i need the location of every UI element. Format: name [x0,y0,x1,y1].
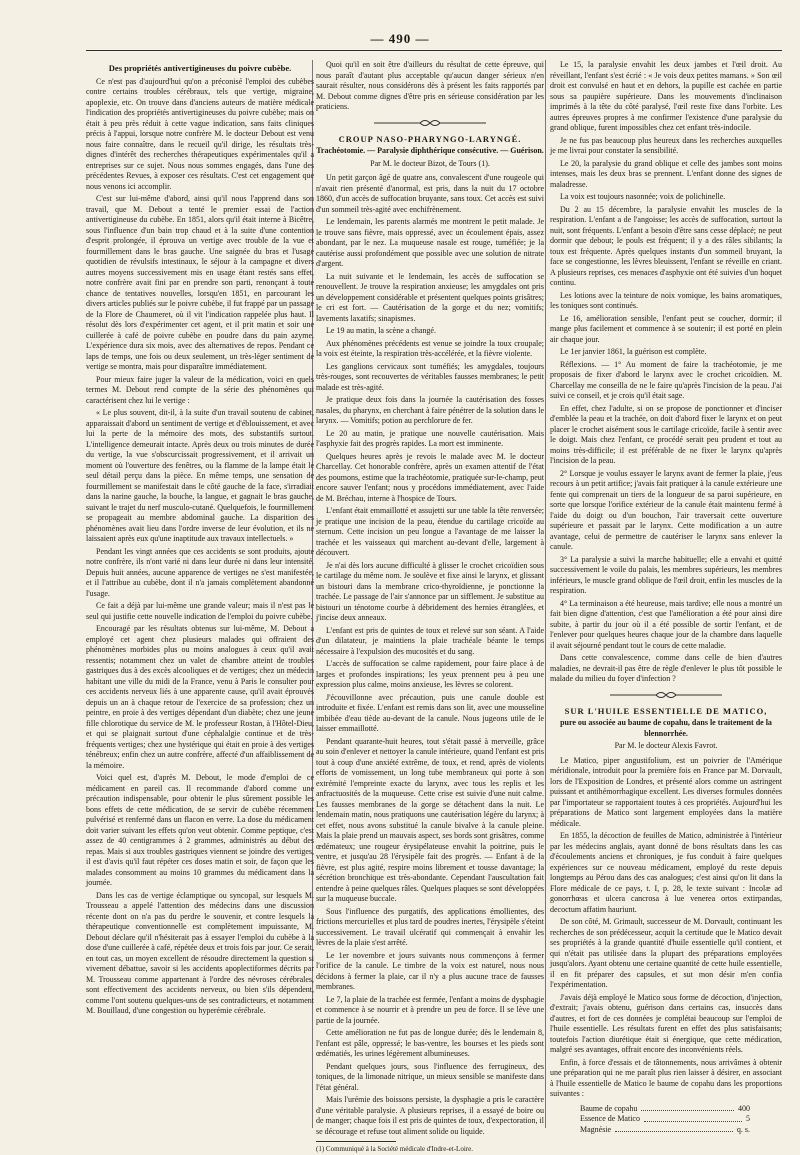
footnote: (1) Communiqué à la Société médicale d'Indre-et-Loire. [316,1145,473,1153]
page-number: — 490 — [370,31,430,46]
paragraph: Ce fait a déjà par lui-même une grande valeur; mais il n'est pas le seul qui justifie cette nouvelle indication de l'emploi du poivre cubèbe. [86,601,314,621]
paragraph: Les lotions avec la teinture de noix vomique, les bains aromatiques, les toniques sont continués. [550,290,782,310]
recipe-ingredient: Magnésie [580,1124,612,1134]
recipe-ingredient: Baume de copahu [580,1103,638,1113]
recipe-list [570,1104,782,1136]
recipe-quantity: q. s. [736,1124,750,1134]
paragraph: Le 19 au matin, la scène a changé. [326,326,436,335]
paragraph: Réflexions. — 1° Au moment de faire la trachéotomie, je me proposais de fixer d'abord le larynx avec le crochet cricoïdien. M. Charcellay me conseilla de ne le faire qu'après l'incision de la peau. J'ai suivi ce conseil, et je crois qu'il était sage. [550,359,782,400]
paragraph: Sous l'influence des purgatifs, des applications émollientes, des frictions mercurielles et plus tard de poudres inertes, l'érysipèle s'éteint successivement. Le travail ulcératif qui commençait à envahir les lèvres de la plaie s'est arrêté. [316,906,544,947]
paragraph: Je ne fus pas beaucoup plus heureux dans les recherches auxquelles je me livrai pour constater la sensibilité. [550,135,782,155]
paragraph: J'avais déjà employé le Matico sous forme de décoction, d'injection, d'extrait; j'avais obtenu, guérison dans certains cas, insuccès dans d'autres, et fort de ces données je complétai beaucoup sur l'emploi de l'huile essentielle. Les résultats furent en effet des plus satisfaisants; toutefois l'action diurétique était si énergique, que cette médication, malgré ses avantages, offrait encore des inconvénients réels. [550,992,782,1054]
paragraph: La voix est toujours nasonnée; voix de polichinelle. [560,192,726,201]
column-3 [550,60,782,1134]
paragraph: Le 1er novembre et jours suivants nous commençons à fermer l'orifice de la canule. Le timbre de la voix est naturel, nous nous décidons à fermer la plaie, car il n'y a plus aucune trace de fausses membranes. [316,950,544,991]
paragraph: Le 1er janvier 1861, la guérison est complète. [560,347,707,356]
paragraph: L'enfant était emmaillotté et assujetti sur une table la tête renversée; je pratique une incision de la peau, étendue du cartilage cricoïde au sternum. Cette incision un peu longue a l'avantage de me laisser la trachée et les vaisseaux qui marchent au-devant d'elle, largement à découvert. [316,506,544,557]
paragraph: Le Matico, piper angustifolium, est un poivrier de l'Amérique méridionale, introduit pour la première fois en France par M. Dorvault, lors de l'Exposition de Londres, et présenté alors comme un astringent puissant et antihémorrhagique excellent. Les diverses formules données par l'importateur se rapportaient toutes à ces propriétés. Aujourd'hui les préparations de Matico sont largement employées dans la matière médicale. [550,755,782,828]
paragraph: C'est sur lui-même d'abord, ainsi qu'il nous l'apprend dans son travail, que M. Debout a tenté le premier essai de l'action antivertigineuse du cubèbe. En 1851, alors qu'il était interne à Bicêtre, sous l'influence d'un bain trop chaud et à la suite d'une contention d'esprit prolongée, il éprouva un vertige avec trouble de la vue et fourmillement dans le bras gauche. Une saignée du bras et l'usage quotidien de révulsifs intestinaux, le séjour à la campagne et divers autres moyens successivement mis en usage étant restés sans effet, notre confrère avait fini par en prendre son parti, renonçant à toute chance de tentatives nouvelles, lorsqu'en 1851, en parcourant les divers articles publiés sur le poivre cubèbe, il fut frappé par un passage de la Flore de Chaumeret, où il vit l'indication rappelée plus haut. Il résolut dès lors d'expérimenter cet agent, et il prit matin et soir une cuillerée à café de poivre cubèbe en poudre dans du pain azyme. L'expérience dura six mois, avec des alternatives de repos. Pendant ce laps de temps, une fois ou deux seulement, un très-léger sentiment de vertige se montra, mais pour disparaître immédiatement. [86,194,314,371]
paragraph: Cette amélioration ne fut pas de longue durée; dès le lendemain 8, l'enfant est pâle, oppressé; le bas-ventre, les bourses et les pieds sont œdématiés, les urines légèrement albumineuses. [316,1028,544,1058]
page-header [0,30,800,48]
paragraph: Mais l'urémie des boissons persiste, la dysphagie a pris le caractère d'une véritable paralysie. A plusieurs reprises, il a essayé de boire ou de manger; chaque fois il est pris de quintes de toux, d'expectoration, il se décourage et refuse tout aliment solide ou liquide. [316,1095,544,1136]
paragraph: 3° La paralysie a suivi la marche habituelle; elle a envahi et quitté successivement le voile du palais, les membres supérieurs, les membres inférieurs, le muscle grand oblique de l'œil droit, enfin les muscles de la respiration. [550,554,782,595]
paragraph: Le 16, amélioration sensible, l'enfant peut se coucher, dormir; il mange plus facilement et commence à se soutenir; il est porté en plein air chaque jour. [550,313,782,344]
dot-leader [644,1114,742,1122]
article-byline: Par M. le docteur Bizot, de Tours (1). [370,158,490,168]
paragraph: Dans les cas de vertige éclamptique ou syncopal, sur lesquels M. Trousseau a appelé l'attention des médecins dans une discussion récente dont on n'a pas du perdre le souvenir, et contre lesquels la thérapeutique conventionnelle est complètement impuissante, M. Debout déclare qu'il n'hésiterait pas à essayer l'emploi du cubèbe à la dose d'une cuillerée à café, répétée deux et trois fois par jour. Ce serait, en tout cas, un moyen excellent de résoudre directement la question si vivement débattue, savoir si les accidents apoplectiformes décrits par M. Trousseau comme appartenant à l'ordre des névroses cérébrales, sont effectivement des accidents nerveux, ou bien s'ils dépendent, comme l'ont soutenu quelques-uns de ses contradicteurs, et notamment M. Bouillaud, d'une congestion ou hyperémie cérébrale. [86,890,314,1015]
paragraph: 2° Lorsque je voulus essayer le larynx avant de fermer la plaie, j'eus recours à un petit artifice; j'avais fait pratiquer à la canule extérieure une fente qui comprenait un tiers de la longueur de sa paroi supérieure, en sorte que lorsque l'orifice extérieur de la canule était maintenu fermé à l'aide du doigt ou d'un bouchon, l'air traversait cette ouverture supérieure et passait par le larynx. Cette modification a un autre avantage, celui de permettre de cautériser le larynx sans enlever la canule. [550,468,782,551]
paragraph: Encouragé par les résultats obtenus sur lui-même, M. Debout a employé cet agent chez plusieurs malades qui offraient des phénomènes morbides plus ou moins analogues à ceux qu'il avait ressentis; notamment chez un valet de chambre atteint de troubles gastriques dus à des excès alcooliques et de vertiges; chez un médecin habitant une ville du midi de la France, venu à Paris le consulter pour ces accidents nerveux liés à une apparente cause, qu'il avait éprouvés depuis un an à chaque retour de l'exercice de sa profession; chez un peintre, en proie à des vertiges dépendant d'un diabète; chez une jeune fille chlorotique du service de M. le professeur Rostan, à l'Hôtel-Dieu, et qui se plaignait surtout d'une céphalalgie continue et de très-fréquents vertiges; chez une hystérique qui était en proie à des vertiges ténébreux; enfin chez un autre confrère, affecté d'un affaiblissement de la mémoire. [86,624,314,770]
paragraph: « Le plus souvent, dit-il, à la suite d'un travail soutenu de cabinet, apparaissait d'abord un sentiment de vertige et d'éblouissement, et avec lui la perte de la mémoire des mots, des substantifs surtout. L'intelligence demeurait intacte. Après deux ou trois minutes de durée du vertige, la vue s'obscurcissait progressivement, et il arrivait un moment où l'ouverture des fenêtres, ou la flamme de la lampe était le seul détail perçu dans la pièce. En même temps, une sensation de fourmillement se manifestait dans le côté gauche de la face, s'irradiait dans la narine gauche, la bouche, la langue, et gagnait le bras gauche, suivant le trajet du nerf musculo-cutané. Quelquefois, le fourmillement se propageait au membre abdominal gauche. La disparition des phénomènes avait lieu dans l'ordre inverse de leur évolution, et ils ne laissaient après eux qu'une inaptitude aux travaux intellectuels. » [86,408,314,543]
paragraph: Le 7, la plaie de la trachée est fermée, l'enfant a moins de dysphagie et commence à se nourrir et à prendre un peu de force. Il se lève une partie de la journée. [316,994,545,1025]
paragraph: Le 20, la paralysie du grand oblique et celle des jambes sont moins intenses, mais les deux bras se prennent. L'enfant donne des signes de maladresse. [550,158,782,189]
article-title: Des propriétés antivertigineuses du poivre cubèbe. [108,63,292,73]
paragraph: Pendant quarante-huit heures, tout s'était passé à merveille, grâce au soin d'enlever et nettoyer la canule intérieure, quand l'enfant est pris tout à coup d'une anxiété extrême, de toux, et rend, après de violents efforts de vomissement, un long tube membraneux qui porte à son extrémité l'empreinte exacte du larynx, avec tous les replis et les anfractuosités de la muqueuse. Cette crise est suivie d'une nuit calme. Les fausses membranes de la gorge se détachent dans la nuit. Le lendemain matin, nous pratiquons une cautérisation légère du larynx; à cet effet, nous avons substitué la canule bivalve à la canule pleine. Mais la plaie prend un mauvais aspect, ses bords sont grisâtres, comme œdémateux; une rougeur érysipélateuse envahit la poitrine, puis le ventre, et jusqu'au 28 l'érysipèle fait des progrès. — Enfant à de la fièvre, est plus agité, respire moins librement et tousse davantage; la sécrétion bronchique est très-abondante. Cependant l'auscultation fait entendre à peine quelques râles. Quelques plaques se sont développées sur la muqueuse buccale. [316,736,544,903]
paragraph: L'enfant est pris de quintes de toux et relevé sur son séant. A l'aide d'un dilatateur, je maintiens la plaie trachéale béante le temps nécessaire à l'expulsion des mucosités et du sang. [316,625,544,656]
article-title: CROUP NASO-PHARYNGO-LARYNGÉ. [338,133,522,144]
paragraph: Quoi qu'il en soit être d'ailleurs du résultat de cette épreuve, qui nous paraît d'autant plus acceptable qu'aucun danger sérieux n'en saurait résulter, nous considérons dès à présent les faits rapportés par M. Debout comme dignes d'être pris en sérieuse considération par les praticiens. [316,60,544,111]
paragraph: En effet, chez l'adulte, si on se propose de ponctionner et d'inciser d'emblée la peau et la trachée, on doit d'abord fixer le larynx et on peut placer le crochet aisément sous le cartilage cricoïde, facile à sentir avec le doigt. Mais chez l'enfant, ce procédé serait peu prudent et tout au moins très-difficile; il est préférable de ne fixer le larynx qu'après l'incision de la peau. [550,403,782,465]
paragraph: Pendant quelques jours, sous l'influence des ferrugineux, des toniques, de la limonade nitrique, un mieux sensible se manifeste dans l'état général. [316,1061,544,1092]
column-1 [86,60,314,1128]
paragraph: L'accès de suffocation se calme rapidement, pour faire place à de larges et profondes inspirations; les yeux prennent peu à peu une expression plus calme, moins anxieuse, les lèvres se colorent. [316,659,544,689]
paragraph: Le 15, la paralysie envahit les deux jambes et l'œil droit. Au réveillant, l'enfant s'est écrié : « Je vois deux petites mamans. » Son œil droit est convulsé en haut et en dehors, la pupille est cachée en partie sous sa paupière supérieure. Dans les mouvements d'inclinaison imprimés à la tête du côté paralysé, l'œil reste fixe dans l'orbite. Les autres épreuves propres à me confirmer l'existence d'une paralysie du grand oblique, furent impossibles chez cet enfant très-indocile. [550,60,782,132]
paragraph: La nuit suivante et le lendemain, les accès de suffocation se renouvellent. Je trouve la respiration anxieuse; les amygdales ont pris un développement considérable et présentent quelques points grisâtres; le cri est fort. — Cautérisation de la gorge et du nez; vomitifs; lavements laxatifs; sinapismes. [316,271,544,323]
paragraph: Le 20 au matin, je pratique une nouvelle cautérisation. Mais l'asphyxie fait des progrès rapides. La mort est imminente. [316,428,544,448]
article-title: SUR L'HUILE ESSENTIELLE DE MATICO, [564,705,768,716]
paragraph: De son côté, M. Grimault, successeur de M. Dorvault, continuant les recherches de son prédécesseur, acquit la certitude que le Matico devait ses propriétés à la grande quantité d'huile essentielle qu'il contient, et qui n'était pas utilisée dans la plupart des préparations employées jusqu'alors. Ayant obtenu une certaine quantité de cette huile essentielle, il en fit préparer des capsules, et sut mon désir m'en confia l'expérimentation. [550,917,782,989]
recipe-quantity: 400 [738,1103,750,1113]
paragraph: Je pratique deux fois dans la journée la cautérisation des fosses nasales, du pharynx, en cherchant à faire pénétrer de la solution dans le larynx. — Vomitifs; potion au perchlorure de fer. [316,395,544,425]
dot-leader [615,1125,733,1133]
recipe-quantity: 5 [746,1114,750,1123]
paragraph: Du 2 au 15 décembre, la paralysie envahit les muscles de la respiration. L'enfant a de l'angoisse; les accès de suffocation, surtout la nuit, sont fréquents. L'enfant a besoin d'être sans cesse déplacé; ne peut dormir que debout; le pouls est fréquent; il y a des râles sibilants; la toux est fréquente. Après quelques instants d'un sommeil bruyant, la face se congestionne, les lèvres bleuissent, l'enfant se réveille en criant. A plusieurs reprises, ces menaces d'asphyxie ont été suivies d'un hoquet continu. [550,204,782,287]
paragraph: Je n'ai dès lors aucune difficulté à glisser le crochet cricoïdien sous le cartilage du même nom. Je soulève et fixe ainsi le larynx, et glissant un bistouri dans la membrane crico-thyroïdienne, je ponctionne la trachée. Le passage de l'air s'annonce par un sifflement. Je substitue au bistouri un ténotome courbe à débridement des hernies étranglées, et j'incise deux anneaux. [316,560,544,622]
recipe-row [580,1125,750,1136]
paragraph: Dans cette convalescence, comme dans celle de bien d'autres maladies, ne devrait-il pas être de règle d'enlever le plus tôt possible le malade du milieu du foyer d'infection ? [550,653,782,683]
paragraph: Enfin, à force d'essais et de tâtonnements, nous arrivâmes à obtenir une préparation qui ne me paraît plus rien laisser à désirer, en associant à l'huile essentielle de Matico le baume de copahu dans les proportions suivantes : [550,1057,782,1098]
paragraph: Le lendemain, les parents alarmés me montrent le petit malade. Je le trouve sans fièvre, mais oppressé, avec un écoulement épais, assez abondant, par le nez. La muqueuse nasale est rouge, tuméfiée; je la cautérise aussi profondément que possible avec une solution de nitrate d'argent. [316,217,544,268]
paragraph: En 1855, la décoction de feuilles de Matico, administrée à l'intérieur par les médecins anglais, ayant donné de bons résultats dans les cas d'écoulements anciens et chroniques, je fus conduit à faire quelques expériences sur ce nouveau médicament, employé du reste depuis longtemps au Pérou dans des cas analogues; c'est ainsi qu'on lit dans la Flore médicale de ce pays, t. I, p. 28, le texte suivant : Incolæ ad gonorrhœas et ulcera cancrosa à lue venerea ortos extirpandas, decoctum affatim hauriunt. [550,831,782,914]
dot-leader [641,1104,734,1112]
paragraph: 4° La terminaison a été heureuse, mais tardive; elle nous a montré un fait bien digne d'attention, c'est que l'amélioration a été pour ainsi dire subite, à partir du jour où il a été possible de sortir l'enfant, et de l'enlever pour quelques heures chaque jour de la chambre dans laquelle il avait séjourné pendant tout le cours de cette maladie. [550,598,782,650]
paragraph: J'écouvillonne avec précaution, puis une canule double est introduite et fixée. L'enfant est remis dans son lit, avec une mousseline imbibée d'eau tiède au-devant de la canule. Nous jugeons utile de le laisser emmaillotté. [316,692,544,733]
paragraph: Ce n'est pas d'aujourd'hui qu'on a préconisé l'emploi des cubèbes contre certains troubles cérébraux, tels que vertige, migraine, apoplexie, etc. On trouve dans d'anciens auteurs de matière médicale l'indication des propriétés antivertigineuses du poivre cubèbe; mais on était à peu près réduit à cette vague indication, sans faits cliniques précis à l'appui, lorsque notre confrère M. le docteur Debout est venu nous faire connaître, dans le recueil qu'il dirige, les résultats très-dignes d'intérêt des recherches thérapeutiques expérimentales qu'il a entreprises sur ce sujet. Nous nous sommes engagés, dans l'une des précédentes Revues, à exposer ces résultats. C'est cet engagement que nous venons ici accomplir. [86,76,314,191]
paragraph: Les ganglions cervicaux sont tuméfiés; les amygdales, toujours très-rouges, sont recouvertes de véritables fausses membranes; le petit malade est très-agité. [316,361,544,392]
article-subtitle: Trachéotomie. — Paralysie diphthérique consécutive. — Guérison. [316,146,544,155]
paragraph: Aux phénomènes précédents est venue se joindre la toux croupale; la voix est éteinte, la respiration très-accélérée, et la fièvre violente. [316,338,544,358]
header-rule [86,50,782,51]
paragraph: Voici quel est, d'après M. Debout, le mode d'emploi de ce médicament en pareil cas. Il recommande d'abord comme une précaution indispensable, pour obtenir le plus sûrement possible les bons effets de cette médication, de se servir de cubèbe récemment pulvérisé et renfermé dans un flacon en verre. La dose du médicament doit varier suivant les effets qu'on veut obtenir. Comme peptique, c'est assez de 40 centigrammes à 2 grammes, administrés au début des repas. Mais si aux troubles gastriques viennent se joindre des vertiges, il est d'avis qu'il faut répéter ces doses matin et soir, de façon que les malades consomment au moins 10 grammes du médicament dans la journée. [86,773,314,887]
recipe-ingredient: Essence de Matico [580,1114,640,1123]
column-divider [545,60,546,1128]
paragraph: Pendant les vingt années que ces accidents se sont produits, ajoute notre confrère, ils n'ont varié ni dans leur durée ni dans leur intensité. Depuis huit années, aucune apparence de vertiges ne s'est manifestée, et il l'attribue au cubèbe, dont il n'a jamais complètement abandonné l'usage. [86,546,314,598]
ornament-divider [606,690,726,700]
column-2 [316,60,545,1153]
recipe-row [580,1104,750,1115]
ornament-divider [370,118,490,128]
footnote-rule [316,1141,396,1142]
paragraph: Un petit garçon âgé de quatre ans, convalescent d'une rougeole qui n'avait rien présenté d'anormal, est pris, dans la nuit du 17 octobre 1860, d'un accès de suffocation bruyante, sans toux. Cet accès est suivi d'un sommeil très-agité avec enchifrènement. [316,173,544,214]
paragraph: Pour mieux faire juger la valeur de la médication, voici en quels termes M. Debout rend compte de la série des phénomènes qui caractérisent chez lui le vertige : [86,374,314,405]
paragraph: Quelques heures après je revois le malade avec M. le docteur Charcellay. Cet honorable confrère, après un examen attentif de l'état des poumons, estime que la trachéotomie, pratiquée sur-le-champ, peut encore sauver l'enfant; nous y procédons immédiatement, avec l'aide de M. Bréchau, interne à l'hospice de Tours. [316,451,544,503]
recipe-row [580,1114,750,1125]
article-subtitle: pure ou associée au baume de copahu, dans le traitement de la blennorrhée. [560,718,772,738]
article-byline: Par M. le docteur Alexis Favrot. [614,741,718,750]
